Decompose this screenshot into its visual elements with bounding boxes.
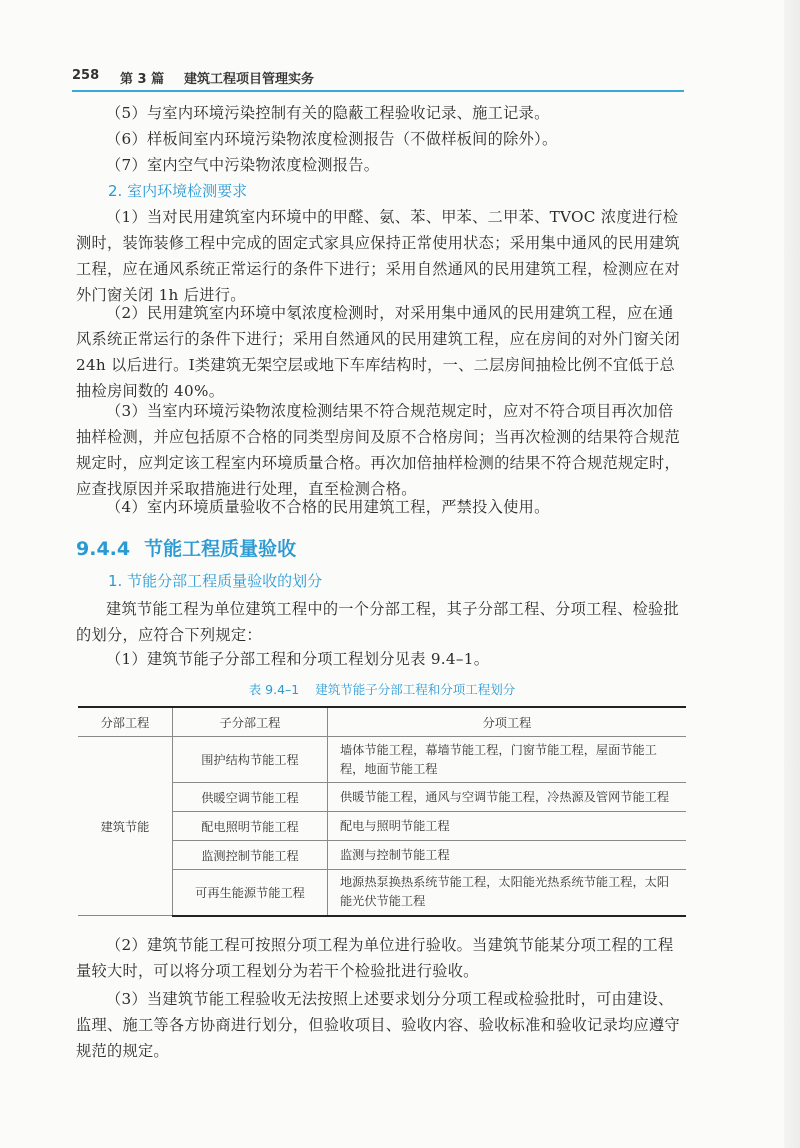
section-number: 9.4.4 (76, 538, 131, 560)
paragraph-after-2: （2）建筑节能工程可按照分项工程为单位进行验收。当建筑节能某分项工程的工程量较大时，可以将分项工程划分为若干个检验批进行验收。 (76, 936, 674, 980)
paragraph-item-5: （5）与室内环境污染控制有关的隐蔽工程验收记录、施工记录。 (106, 104, 550, 122)
division-cell: 建筑节能 (78, 737, 173, 916)
paragraph-item-1: （1）建筑节能子分部工程和分项工程划分见表 9.4–1。 (106, 650, 490, 668)
header-rule (72, 90, 684, 92)
paragraph-item-7: （7）室内空气中污染物浓度检测报告。 (106, 156, 380, 174)
page-number: 258 (72, 68, 100, 83)
items-cell: 墙体节能工程，幕墙节能工程，门窗节能工程，屋面节能工程，地面节能工程 (328, 737, 687, 783)
part-label: 第 3 篇 (120, 72, 165, 87)
items-cell: 供暖节能工程，通风与空调节能工程，冷热源及管网节能工程 (328, 783, 687, 812)
col-header-division: 分部工程 (78, 707, 173, 737)
table-header-row (78, 707, 686, 737)
items-cell: 地源热泵换热系统节能工程，太阳能光热系统节能工程，太阳能光伏节能工程 (328, 870, 687, 916)
page-edge-shadow (784, 0, 800, 1148)
running-header (72, 68, 684, 92)
subheading-indoor-testing: 2. 室内环境检测要求 (108, 182, 248, 200)
table-caption (76, 680, 688, 698)
energy-division-table (78, 706, 686, 917)
section-title: 节能工程质量验收 (144, 538, 297, 560)
subdivision-cell: 可再生能源节能工程 (173, 870, 328, 916)
paragraph-req-2: （2）民用建筑室内环境中氡浓度检测时，对采用集中通风的民用建筑工程，应在通风系统正常运行的条件下进行；采用自然通风的民用建筑工程，应在房间的对外门窗关闭 24h 以后进行。Ⅰ类建筑无架空层或地下车库结构时，一、二层房间抽检比例不宜低于总抽检房间数的 40%。 (76, 304, 681, 400)
subdivision-cell: 供暖空调节能工程 (173, 783, 328, 812)
subheading-division: 1. 节能分部工程质量验收的划分 (108, 572, 323, 590)
col-header-items: 分项工程 (328, 707, 687, 737)
section-heading (76, 534, 310, 561)
paragraph-after-3: （3）当建筑节能工程验收无法按照上述要求划分分项工程或检验批时，可由建设、监理、施工等各方协商进行划分，但验收项目、验收内容、验收标准和验收记录均应遵守规范的规定。 (76, 990, 681, 1060)
subdivision-cell: 监测控制节能工程 (173, 841, 328, 870)
paragraph-req-3: （3）当室内环境污染物浓度检测结果不符合规范规定时，应对不符合项目再次加倍抽样检测，并应包括原不合格的同类型房间及原不合格房间；当再次检测的结果符合规范规定时，应判定该工程室内环境质量合格。再次加倍抽样检测的结果不符合规范规定时，应查找原因并采取措施进行处理，直至检测合格。 (76, 402, 681, 498)
table-caption-number: 表 9.4–1 (248, 682, 300, 697)
paragraph-req-1: （1）当对民用建筑室内环境中的甲醛、氨、苯、甲苯、二甲苯、TVOC 浓度进行检测时，装饰装修工程中完成的固定式家具应保持正常使用状态；采用集中通风的民用建筑工程，应在通风系统正常运行的条件下进行；采用自然通风的民用建筑工程，检测应在对外门窗关闭 1h 后进行。 (76, 208, 681, 304)
items-cell: 配电与照明节能工程 (328, 812, 687, 841)
subdivision-cell: 配电照明节能工程 (173, 812, 328, 841)
paragraph-intro: 建筑节能工程为单位建筑工程中的一个分部工程，其子分部工程、分项工程、检验批的划分，应符合下列规定： (76, 600, 680, 644)
table-row (78, 737, 686, 783)
book-title: 建筑工程项目管理实务 (184, 72, 315, 87)
items-cell: 监测与控制节能工程 (328, 841, 687, 870)
table-caption-title: 建筑节能子分部工程和分项工程划分 (315, 682, 516, 697)
paragraph-item-6: （6）样板间室内环境污染物浓度检测报告（不做样板间的除外）。 (106, 130, 558, 148)
subdivision-cell: 围护结构节能工程 (173, 737, 328, 783)
col-header-subdivision: 子分部工程 (173, 707, 328, 737)
paragraph-req-4: （4）室内环境质量验收不合格的民用建筑工程，严禁投入使用。 (106, 498, 550, 516)
